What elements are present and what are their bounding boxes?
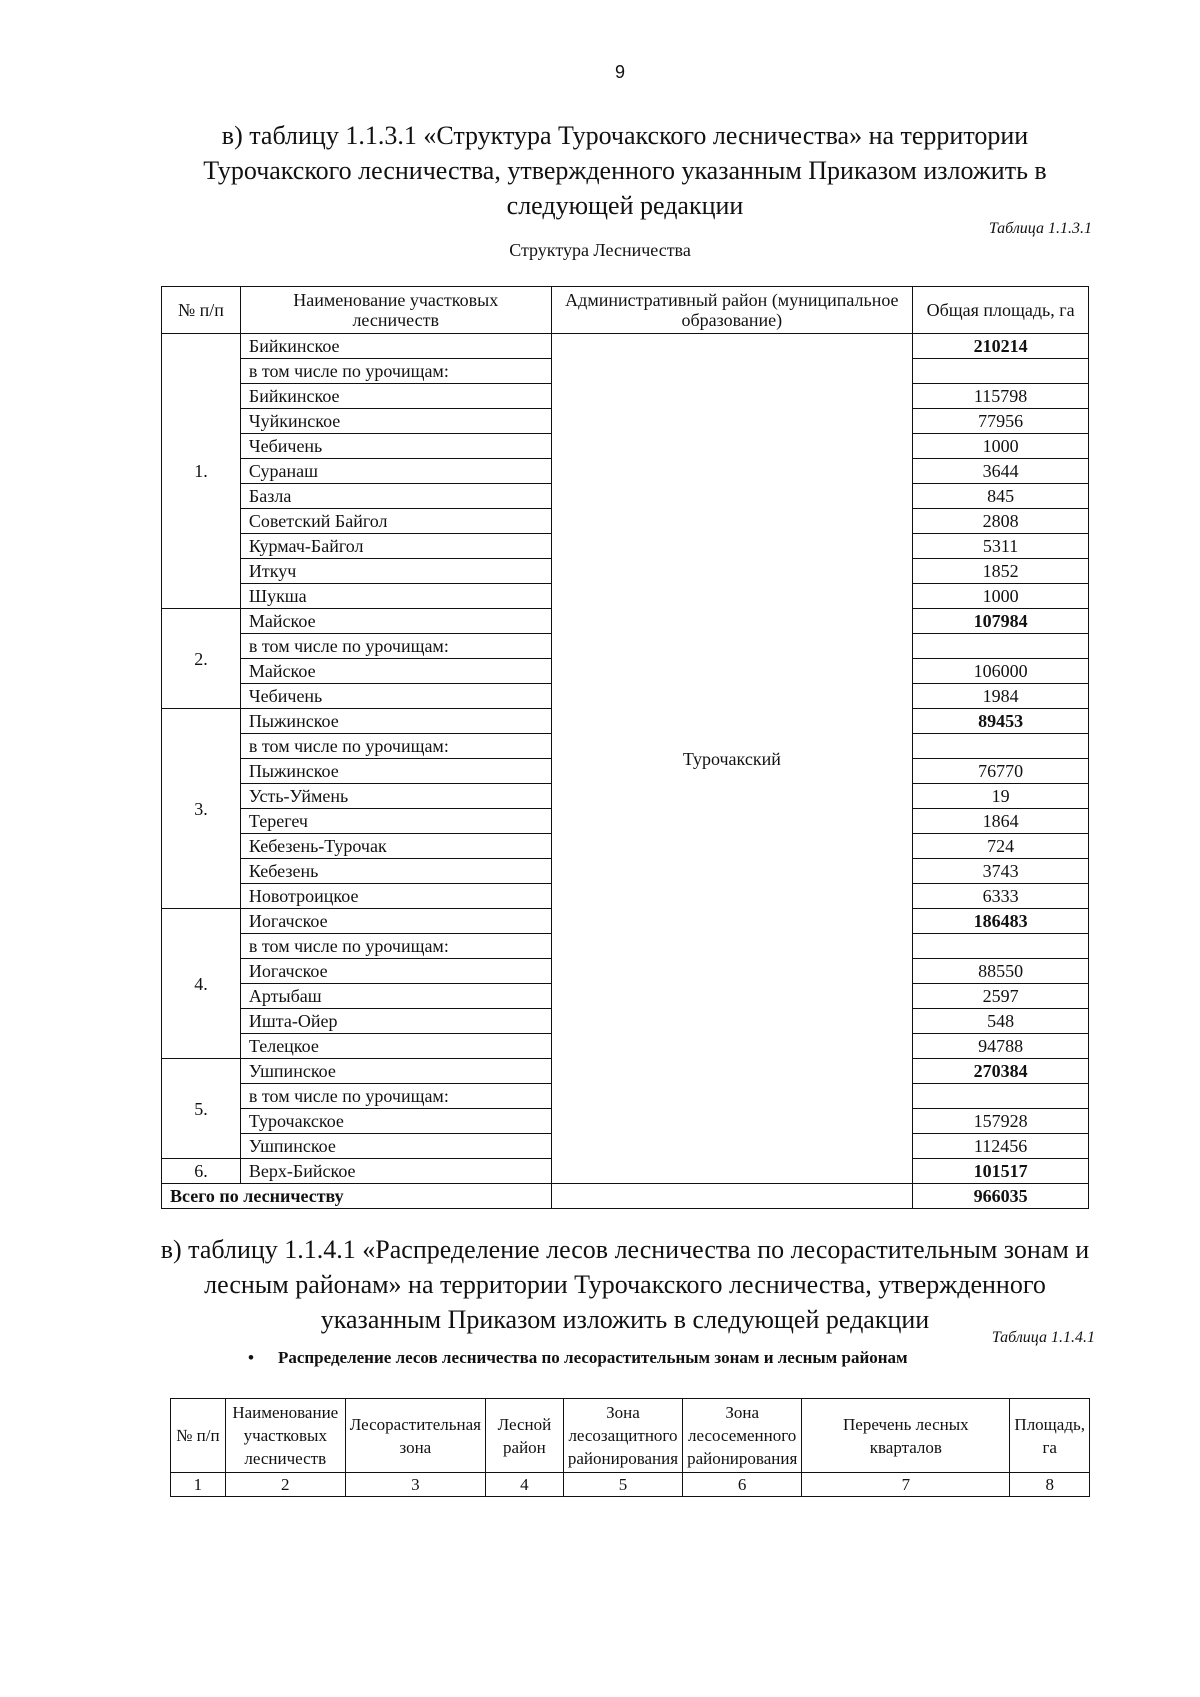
lesnichestvo-name: Телецкое <box>240 1034 551 1059</box>
area-value: 115798 <box>913 384 1089 409</box>
area-value: 2597 <box>913 984 1089 1009</box>
area-value: 106000 <box>913 659 1089 684</box>
lesnichestvo-name: Бийкинское <box>240 334 551 359</box>
area-value: 19 <box>913 784 1089 809</box>
t2-header-name: Наименование участковых лесничеств <box>225 1399 345 1473</box>
group-number: 4. <box>162 909 241 1059</box>
t2-col-number: 6 <box>683 1473 802 1497</box>
group-number: 6. <box>162 1159 241 1184</box>
lesnichestvo-name: Иогачское <box>240 959 551 984</box>
lesnichestvo-name: Суранаш <box>240 459 551 484</box>
area-value: 94788 <box>913 1034 1089 1059</box>
area-value: 5311 <box>913 534 1089 559</box>
page-number: 9 <box>614 62 625 82</box>
lesnichestvo-name: Советский Байгол <box>240 509 551 534</box>
area-value <box>913 734 1089 759</box>
forest-distribution-table <box>170 1398 1090 1497</box>
lesnichestvo-name: в том числе по урочищам: <box>240 734 551 759</box>
area-value: 3644 <box>913 459 1089 484</box>
area-value: 1864 <box>913 809 1089 834</box>
lesnichestvo-name: Чебичень <box>240 684 551 709</box>
area-value: 6333 <box>913 884 1089 909</box>
t2-col-number: 7 <box>802 1473 1010 1497</box>
lesnichestvo-name: Ишта-Ойер <box>240 1009 551 1034</box>
area-value: 1000 <box>913 584 1089 609</box>
bullet: • <box>248 1348 254 1367</box>
t2-col-number: 3 <box>345 1473 485 1497</box>
lesnichestvo-name: Пыжинское <box>240 709 551 734</box>
area-value <box>913 1084 1089 1109</box>
group-number: 5. <box>162 1059 241 1159</box>
lesnichestvo-name: Иткуч <box>240 559 551 584</box>
table2-title-text: Распределение лесов лесничества по лесорастительным зонам и лесным районам <box>277 1348 908 1367</box>
lesnichestvo-name: Майское <box>240 609 551 634</box>
t2-header-area: Площадь, га <box>1010 1399 1090 1473</box>
lesnichestvo-name: в том числе по урочищам: <box>240 634 551 659</box>
forestry-structure-table <box>161 286 1089 1209</box>
lesnichestvo-name: Пыжинское <box>240 759 551 784</box>
lesnichestvo-name: Иогачское <box>240 909 551 934</box>
area-value: 77956 <box>913 409 1089 434</box>
table2-title <box>248 1348 908 1368</box>
lesnichestvo-name: Новотроицкое <box>240 884 551 909</box>
group-number: 2. <box>162 609 241 709</box>
area-value: 210214 <box>913 334 1089 359</box>
lesnichestvo-name: Усть-Уймень <box>240 784 551 809</box>
t2-header-quarters: Перечень лесных кварталов <box>802 1399 1010 1473</box>
header-name: Наименование участковых лесничеств <box>240 287 551 334</box>
area-value: 157928 <box>913 1109 1089 1134</box>
table1-header-row <box>162 287 1089 334</box>
table2-caption: Таблица 1.1.4.1 <box>991 1329 1095 1346</box>
lesnichestvo-name: Шукша <box>240 584 551 609</box>
area-value: 548 <box>913 1009 1089 1034</box>
lesnichestvo-name: Терегеч <box>240 809 551 834</box>
area-value <box>913 359 1089 384</box>
area-value: 88550 <box>913 959 1089 984</box>
t2-col-number: 5 <box>563 1473 682 1497</box>
lesnichestvo-name: Артыбаш <box>240 984 551 1009</box>
group-number: 3. <box>162 709 241 909</box>
area-value <box>913 934 1089 959</box>
lesnichestvo-name: Турочакское <box>240 1109 551 1134</box>
table1-title: Структура Лесничества <box>509 240 691 260</box>
area-value: 107984 <box>913 609 1089 634</box>
area-value: 101517 <box>913 1159 1089 1184</box>
lesnichestvo-name: в том числе по урочищам: <box>240 934 551 959</box>
lesnichestvo-name: Базла <box>240 484 551 509</box>
lesnichestvo-name: в том числе по урочищам: <box>240 1084 551 1109</box>
area-value: 186483 <box>913 909 1089 934</box>
t2-header-protect-zone: Зона лесозащитного районирования <box>563 1399 682 1473</box>
lesnichestvo-name: Чуйкинское <box>240 409 551 434</box>
area-value: 1984 <box>913 684 1089 709</box>
area-value: 89453 <box>913 709 1089 734</box>
lesnichestvo-name: Майское <box>240 659 551 684</box>
area-value: 270384 <box>913 1059 1089 1084</box>
t2-col-number: 2 <box>225 1473 345 1497</box>
section-heading-1: в) таблицу 1.1.3.1 «Структура Турочакского лесничества» на территории Турочакского лесничества, утвержденного указанным Приказом изложить в следующей редакции <box>203 121 1047 220</box>
area-value <box>913 634 1089 659</box>
table2-header-row <box>171 1399 1090 1473</box>
lesnichestvo-name: в том числе по урочищам: <box>240 359 551 384</box>
lesnichestvo-name: Кебезень-Турочак <box>240 834 551 859</box>
area-value: 3743 <box>913 859 1089 884</box>
total-row <box>162 1184 1089 1209</box>
area-value: 1852 <box>913 559 1089 584</box>
area-value: 1000 <box>913 434 1089 459</box>
t2-header-zone: Лесорастительная зона <box>345 1399 485 1473</box>
group-number: 1. <box>162 334 241 609</box>
area-value: 76770 <box>913 759 1089 784</box>
area-value: 112456 <box>913 1134 1089 1159</box>
t2-col-number: 4 <box>485 1473 563 1497</box>
section-heading-2: в) таблицу 1.1.4.1 «Распределение лесов лесничества по лесорастительным зонам и лесным районам» на территории Турочакского лесничества, утвержденного указанным Приказом изложить в следующей редакции <box>160 1235 1090 1334</box>
lesnichestvo-name: Курмач-Байгол <box>240 534 551 559</box>
table-row <box>162 334 1089 359</box>
t2-col-number: 8 <box>1010 1473 1090 1497</box>
t2-header-region: Лесной район <box>485 1399 563 1473</box>
t2-header-seed-zone: Зона лесосеменного районирования <box>683 1399 802 1473</box>
t2-header-num: № п/п <box>171 1399 226 1473</box>
total-empty-cell <box>551 1184 913 1209</box>
area-value: 724 <box>913 834 1089 859</box>
header-num: № п/п <box>162 287 241 334</box>
lesnichestvo-name: Бийкинское <box>240 384 551 409</box>
lesnichestvo-name: Ушпинское <box>240 1134 551 1159</box>
lesnichestvo-name: Чебичень <box>240 434 551 459</box>
area-value: 2808 <box>913 509 1089 534</box>
header-district: Административный район (муниципальное образование) <box>551 287 913 334</box>
header-area: Общая площадь, га <box>913 287 1089 334</box>
lesnichestvo-name: Кебезень <box>240 859 551 884</box>
table1-caption: Таблица 1.1.3.1 <box>988 220 1092 237</box>
lesnichestvo-name: Верх-Бийское <box>240 1159 551 1184</box>
t2-col-number: 1 <box>171 1473 226 1497</box>
table2-number-row <box>171 1473 1090 1497</box>
area-value: 845 <box>913 484 1089 509</box>
district-cell: Турочакский <box>551 334 913 1184</box>
total-value: 966035 <box>913 1184 1089 1209</box>
lesnichestvo-name: Ушпинское <box>240 1059 551 1084</box>
total-label: Всего по лесничеству <box>162 1184 552 1209</box>
